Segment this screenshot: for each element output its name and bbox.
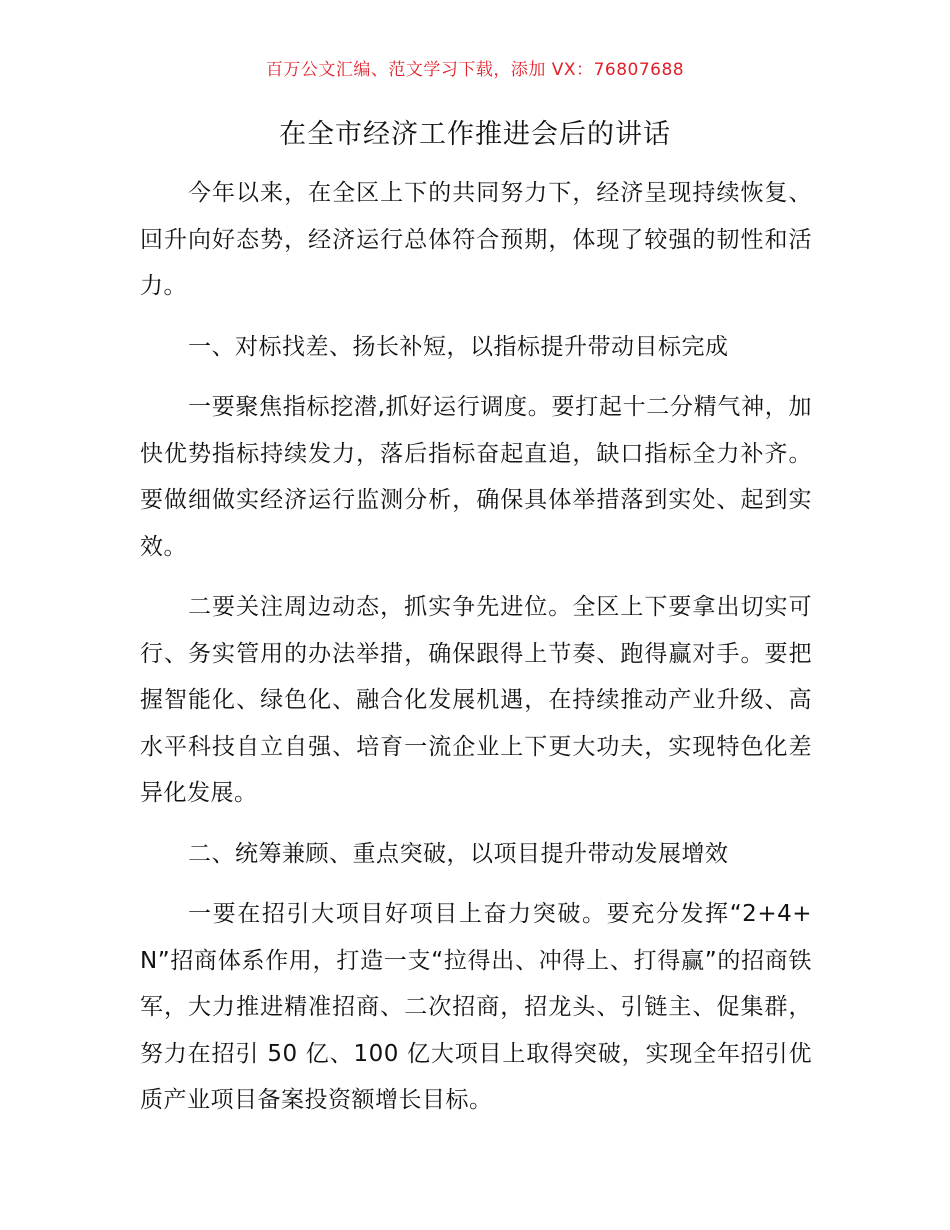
paragraph-intro: 今年以来，在全区上下的共同努力下，经济呈现持续恢复、回升向好态势，经济运行总体符合预期，体现了较强的韧性和活力。	[140, 180, 812, 299]
document-body	[140, 170, 812, 1138]
header-watermark-note: 百万公文汇编、范文学习下载，添加 VX：76807688	[265, 60, 685, 80]
section-heading-1: 一、对标找差、扬长补短，以指标提升带动目标完成	[188, 333, 729, 360]
document-title: 在全市经济工作推进会后的讲话	[279, 119, 671, 150]
paragraph-1-1: 一要聚焦指标挖潜,抓好运行调度。要打起十二分精气神，加快优势指标持续发力，落后指标奋起直追，缺口指标全力补齐。要做细做实经济运行监测分析，确保具体举措落到实处、起到实效。	[140, 394, 812, 560]
paragraph-2-1: 一要在招引大项目好项目上奋力突破。要充分发挥“2+4+N”招商体系作用，打造一支“拉得出、冲得上、打得赢”的招商铁军，大力推进精准招商、二次招商，招龙头、引链主、促集群，努力在招引 50 亿、100 亿大项目上取得突破，实现全年招引优质产业项目备案投资额增长目标。	[140, 901, 812, 1113]
section-heading-2: 二、统筹兼顾、重点突破，以项目提升带动发展增效	[188, 840, 729, 867]
paragraph-1-2: 二要关注周边动态，抓实争先进位。全区上下要拿出切实可行、务实管用的办法举措，确保跟得上节奏、跑得赢对手。要把握智能化、绿色化、融合化发展机遇，在持续推动产业升级、高水平科技自立自强、培育一流企业上下更大功夫，实现特色化差异化发展。	[140, 594, 812, 806]
